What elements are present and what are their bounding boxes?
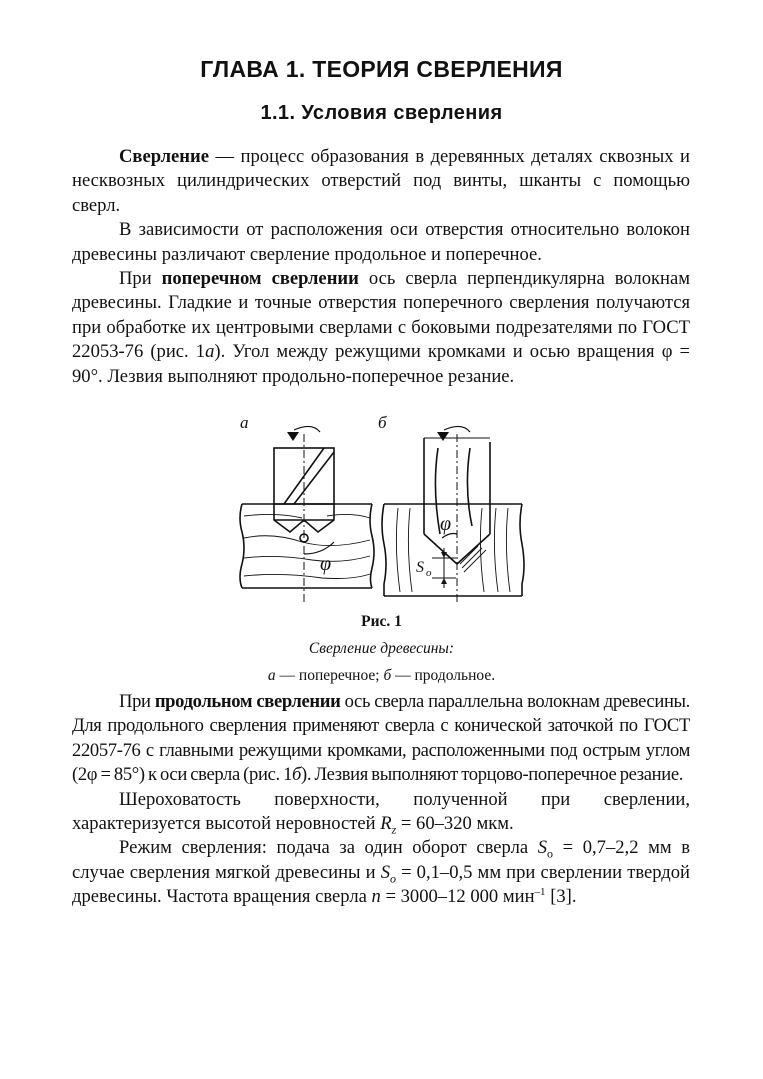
text-span: = 3000–12 000 мин xyxy=(380,886,535,908)
section-title: 1.1. Условия сверления xyxy=(260,102,503,124)
paragraph-longitudinal xyxy=(72,690,690,788)
symbol-s1-sub: о xyxy=(547,847,554,862)
phi-label-b: φ xyxy=(440,513,452,535)
diagram-a xyxy=(240,426,374,604)
text-span: = 0,7–2,2 мм в случае сверления мягкой древесины и xyxy=(72,837,690,883)
paragraph-mode xyxy=(72,836,690,909)
paragraph-definition xyxy=(72,145,690,218)
exponent: –1 xyxy=(534,886,546,899)
text-span: При xyxy=(119,691,155,712)
label-b: б xyxy=(378,413,387,432)
label-a: а xyxy=(240,413,249,432)
paragraph-transverse xyxy=(72,267,690,389)
symbol-s2: S xyxy=(380,861,390,883)
phi-label-a: φ xyxy=(320,553,332,575)
text-span: ). Угол между режущими кромками и осью вращения φ = 90°. Лезвия выполняют продольно-поперечное резание. xyxy=(72,341,690,387)
text-span: ). Лезвия выполняют торцово-поперечное резание. xyxy=(301,764,684,786)
term-drilling: Сверление xyxy=(119,146,209,167)
figure-legend xyxy=(0,667,763,685)
text-span: = 0,1–0,5 мм при сверлении твердой древесины. Частота вращения сверла xyxy=(72,861,691,908)
term-longitudinal: продольном сверлении xyxy=(154,691,341,712)
definition-text: — процесс образования в деревянных деталях сквозных и несквозных цилиндрических отверстий под винты, шканты с помощью сверл. xyxy=(72,146,690,216)
legend-b-text: — продольное. xyxy=(391,667,496,684)
figure-ref-b: б xyxy=(292,764,302,786)
legend-a-text: — поперечное; xyxy=(275,667,384,684)
text-span: = 60–320 мкм. xyxy=(396,813,514,835)
text-span: [3]. xyxy=(545,886,577,908)
text-span: ось сверла параллельна волокнам древесины. Для продольного сверления применяют сверла с конической заточкой по ГОСТ 22057-76 с главными режущими кромками, расположенными под острым углом (2φ = 85°) к оси сверла (рис. 1 xyxy=(72,691,690,786)
paragraph-types: В зависимости от расположения оси отверстия относительно волокон древесины различают сверление продольное и поперечное. xyxy=(72,219,690,265)
so-label: S xyxy=(416,559,424,576)
chapter-title: ГЛАВА 1. ТЕОРИЯ СВЕРЛЕНИЯ xyxy=(200,56,563,82)
text-span: ось сверла перпендикулярна волокнам древесины. Гладкие и точные отверстия поперечного сверления получаются при обработке их центровыми сверлами с боковыми подрезателями по ГОСТ 22053-76 (рис. 1 xyxy=(72,268,691,363)
term-transverse: поперечном сверлении xyxy=(161,268,359,290)
text-span: Режим сверления: подача за один оборот сверла xyxy=(119,837,538,859)
text-span: Шероховатость поверхности, полученной при сверлении, характеризуется высотой неровностей xyxy=(72,788,690,835)
paragraph-roughness xyxy=(72,788,690,837)
symbol-n: n xyxy=(371,886,381,908)
figure-ref-a: а xyxy=(205,341,215,363)
symbol-r: R xyxy=(380,813,392,835)
symbol-s2-sub: o xyxy=(389,871,396,886)
text-block-bottom xyxy=(72,690,690,910)
symbol-r-sub: z xyxy=(391,822,397,837)
legend-b-letter: б xyxy=(383,667,392,684)
text-block-top xyxy=(72,145,690,389)
figure-caption-title: Рис. 1 xyxy=(361,613,402,630)
figure-caption-text: Сверление древесины: xyxy=(308,640,455,657)
text-span: При xyxy=(119,268,162,290)
diagram-b xyxy=(382,426,524,604)
legend-a-letter: а xyxy=(267,667,276,684)
so-subscript: o xyxy=(426,567,432,579)
symbol-s1: S xyxy=(537,837,548,859)
drilling-figure xyxy=(232,408,532,608)
